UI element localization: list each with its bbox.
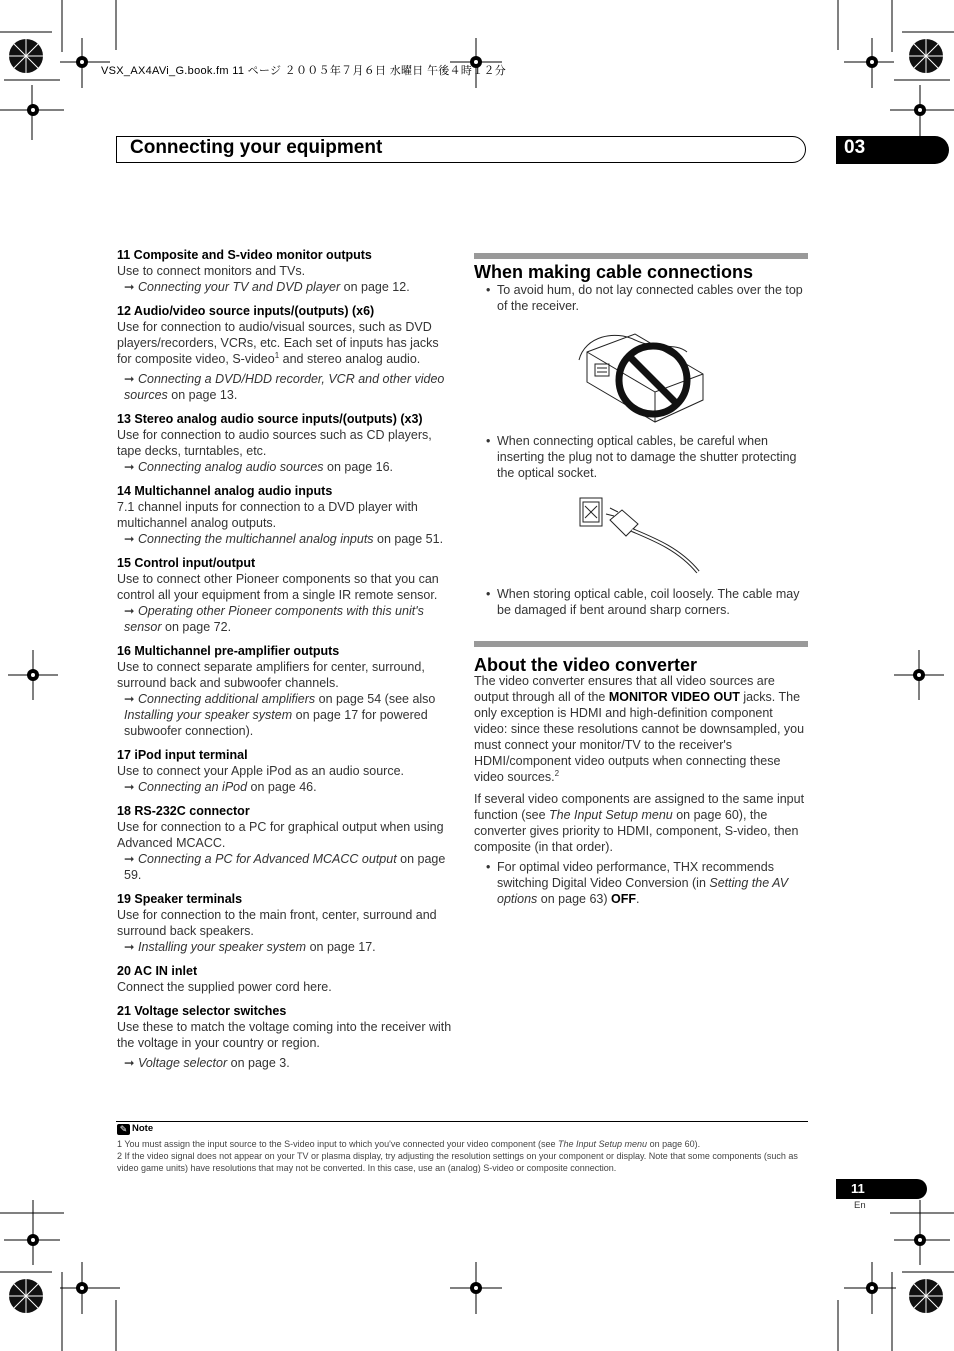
note-divider [116, 1121, 808, 1122]
chapter-number-tab: 03 [836, 136, 949, 164]
item-body: Use to connect separate amplifiers for center, surround, surround back and subwoofer channels. [117, 660, 425, 690]
item-body: Use these to match the voltage coming into the receiver with the voltage in your country or region. [117, 1020, 452, 1050]
cross-reference: ➞ Connecting your TV and DVD player on page 12. [124, 280, 410, 294]
section-title: When making cable connections [474, 262, 754, 282]
no-cables-over-receiver-illustration [575, 330, 707, 426]
arrow-icon: ➞ [124, 280, 135, 294]
item-15 [117, 555, 453, 635]
item-body: 7.1 channel inputs for connection to a DVD player with multichannel analog outputs. [117, 500, 418, 530]
arrow-icon: ➞ [124, 940, 135, 954]
bullet-item: • When storing optical cable, coil loosely. The cable may be damaged if bent around sharp corners. [486, 587, 800, 617]
cross-reference: ➞ Operating other Pioneer components with this unit's sensor on page 72. [124, 604, 424, 634]
chapter-title: Connecting your equipment [130, 137, 383, 158]
footnote-1: 1 You must assign the input source to the S-video input to which you've connected your video component (see The Input Setup menu on page 60). [117, 1139, 701, 1149]
arrow-icon: ➞ [124, 372, 135, 386]
arrow-icon: ➞ [124, 1056, 135, 1070]
page-number: 11 [836, 1179, 927, 1199]
item-20 [117, 963, 453, 995]
arrow-icon: ➞ [124, 460, 135, 474]
paragraph: If several video components are assigned to the same input function (see The Input Setup menu on page 60), the converter gives priority to HDMI, component, S-video, then composite (in that order). [474, 792, 805, 854]
footnote-2: 2 If the video signal does not appear on your TV or plasma display, try adjusting the resolution settings on your component or display. Note that some components (such as video game units) have resolutions that may not be converted. In this case, use an (analog) S-video or composite connection. [117, 1151, 798, 1173]
language-code: En [854, 1200, 866, 1211]
arrow-icon: ➞ [124, 532, 135, 546]
note-pencil-icon: ✎ [117, 1124, 130, 1135]
item-heading: 16 Multichannel pre-amplifier outputs [117, 644, 340, 658]
item-body: Use for connection to the main front, center, surround and surround back speakers. [117, 908, 437, 938]
optical-cable-bullet [474, 433, 808, 481]
arrow-icon: ➞ [124, 604, 135, 618]
arrow-icon: ➞ [124, 692, 135, 706]
file-header: VSX_AX4AVi_G.book.fm 11 ページ ２００５年７月６日 水曜日 午後４時１２分 [101, 65, 507, 77]
item-body: Use to connect monitors and TVs. [117, 264, 306, 278]
item-19 [117, 891, 453, 955]
bullet-item: • When connecting optical cables, be careful when inserting the plug not to damage the shutter protecting the optical socket. [486, 434, 797, 480]
item-12 [117, 303, 453, 403]
cable-connections-section [474, 253, 808, 314]
footnotes [117, 1138, 807, 1174]
note-label: Note [132, 1123, 154, 1134]
item-heading: 11 Composite and S-video monitor outputs [117, 248, 372, 262]
cross-reference: ➞ Connecting a DVD/HDD recorder, VCR and other video sources on page 13. [124, 372, 445, 402]
bullet-item: • For optimal video performance, THX recommends switching Digital Video Conversion (in Setting the AV options on page 63) OFF. [486, 860, 789, 906]
item-body: Use to connect your Apple iPod as an audio source. [117, 764, 404, 778]
arrow-icon: ➞ [124, 780, 135, 794]
item-heading: 12 Audio/video source inputs/(outputs) (x6) [117, 304, 375, 318]
cross-reference: ➞ Installing your speaker system on page 17. [124, 940, 376, 954]
video-converter-section [474, 641, 808, 907]
paragraph: The video converter ensures that all video sources are output through all of the MONITOR VIDEO OUT jacks. The only exception is HDMI and high-definition component video: since these resolutions cannot be downsampled, you must connect your monitor/TV to the receiver's HDMI/component video outputs when connecting these video sources.$^2$ [474, 674, 805, 784]
item-heading: 21 Voltage selector switches [117, 1004, 287, 1018]
item-heading: 18 RS-232C connector [117, 804, 250, 818]
cross-reference: ➞ Connecting an iPod on page 46. [124, 780, 317, 794]
item-heading: 17 iPod input terminal [117, 748, 248, 762]
coil-cable-bullet [474, 586, 808, 618]
bullet-item: • To avoid hum, do not lay connected cables over the top of the receiver. [486, 283, 803, 313]
optical-plug-illustration [576, 494, 706, 576]
item-body: Connect the supplied power cord here. [117, 980, 332, 994]
item-16 [117, 643, 453, 739]
item-21 [117, 1003, 453, 1071]
item-body: Use for connection to a PC for graphical output when using Advanced MCACC. [117, 820, 444, 850]
footnote-ref: 1 [274, 350, 280, 360]
cross-reference: ➞ Connecting a PC for Advanced MCACC output on page 59. [124, 852, 446, 882]
item-heading: 15 Control input/output [117, 556, 256, 570]
item-13 [117, 411, 453, 475]
left-column [117, 247, 453, 1079]
arrow-icon: ➞ [124, 852, 135, 866]
item-heading: 14 Multichannel analog audio inputs [117, 484, 333, 498]
item-17 [117, 747, 453, 795]
cross-reference: ➞ Connecting additional amplifiers on page 54 (see also Installing your speaker system on page 17 for powered subwoofer connection). [124, 692, 436, 738]
footnote-ref: 2 [554, 768, 560, 778]
item-heading: 19 Speaker terminals [117, 892, 243, 906]
cross-reference: ➞ Voltage selector on page 3. [124, 1056, 290, 1070]
section-title: About the video converter [474, 655, 698, 675]
item-heading: 13 Stereo analog audio source inputs/(outputs) (x3) [117, 412, 423, 426]
item-body: Use to connect other Pioneer components so that you can control all your equipment from a single IR remote sensor. [117, 572, 439, 602]
item-heading: 20 AC IN inlet [117, 964, 198, 978]
item-18 [117, 803, 453, 883]
section-rule [474, 253, 808, 259]
item-body: Use for connection to audio sources such as CD players, tape decks, turntables, etc. [117, 428, 432, 458]
cross-reference: ➞ Connecting analog audio sources on page 16. [124, 460, 394, 474]
cross-reference: ➞ Connecting the multichannel analog inputs on page 51. [124, 532, 444, 546]
section-rule [474, 641, 808, 647]
item-body: Use for connection to audio/visual sources, such as DVD players/recorders, VCRs, etc. Each set of inputs has jacks for composite video, S-video$^1$ and stereo analog audio. [117, 320, 439, 366]
item-14 [117, 483, 453, 547]
item-11 [117, 247, 453, 295]
